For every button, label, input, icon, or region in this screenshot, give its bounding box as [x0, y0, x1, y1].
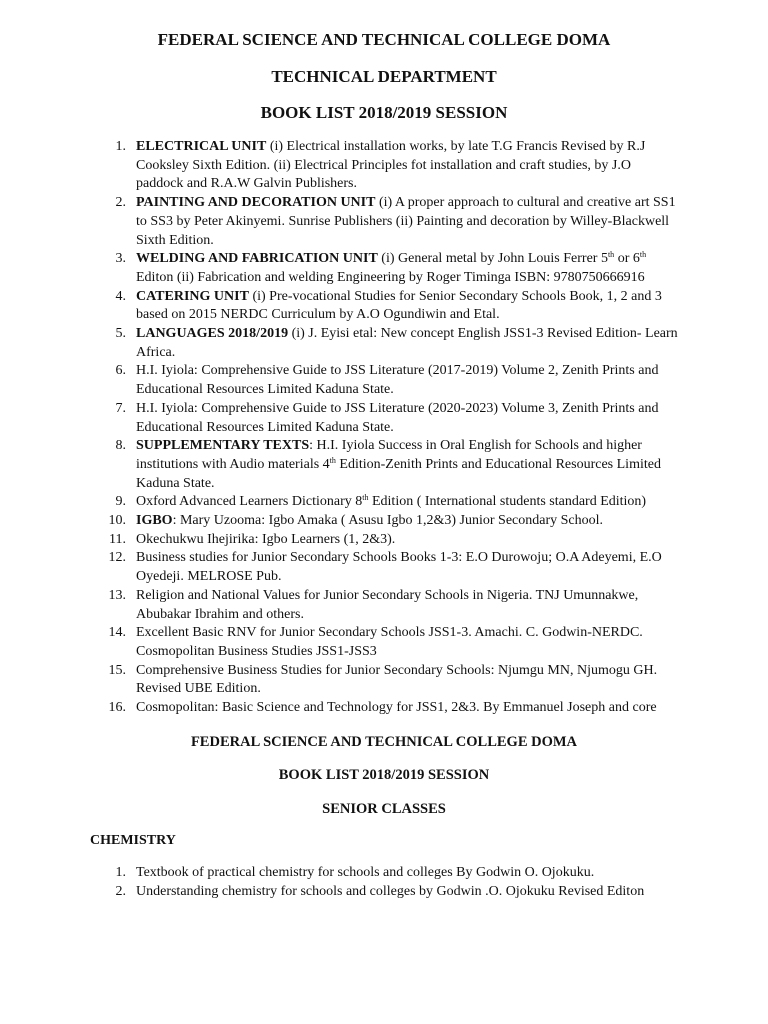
item-text: : Mary Uzooma: Igbo Amaka ( Asusu Igbo 1,2&3) Junior Secondary School.: [172, 513, 604, 529]
superscript: th: [362, 493, 369, 503]
unit-heading: LANGUAGES 2018/2019: [136, 326, 289, 342]
list-item: [100, 325, 680, 362]
item-text: Edition ( International students standard Edition): [368, 494, 647, 510]
list-item: [100, 531, 680, 550]
item-number: 2.: [115, 883, 126, 899]
item-text: Business studies for Junior Secondary Schools Books 1-3: E.O Durowoju; O.A Adeyemi, E.O Oyedeji. MELROSE Pub.: [136, 550, 662, 585]
list-item: [100, 883, 680, 902]
unit-heading: WELDING AND FABRICATION UNIT: [136, 251, 378, 267]
list-item: [100, 138, 680, 194]
list-item: [100, 624, 680, 661]
chemistry-book-list: [100, 864, 680, 901]
booklist-title: BOOK LIST 2018/2019 SESSION: [260, 103, 508, 122]
item-text: (i) General metal by John Louis Ferrer 5: [377, 251, 608, 267]
item-number: 12.: [108, 550, 126, 566]
item-text: H.I. Iyiola: Comprehensive Guide to JSS Literature (2020-2023) Volume 3, Zenith Prints and Educational Resources Limited Kaduna State.: [136, 400, 659, 435]
senior-college-title: FEDERAL SCIENCE AND TECHNICAL COLLEGE DOMA: [190, 734, 578, 750]
item-text: (i) J. Eyisi etal: New concept English JSS1-3 Revised Edition- Learn Africa.: [136, 326, 678, 360]
superscript: th: [607, 250, 615, 260]
item-text: H.I. Iyiola: Comprehensive Guide to JSS Literature (2017-2019) Volume 2, Zenith Prints and Educational Resources Limited Kaduna State.: [136, 363, 659, 398]
item-text: : H.I. Iyiola Success in Oral English for Schools and higher institutions with Audio materials 4: [136, 438, 642, 472]
unit-heading: ELECTRICAL UNIT: [136, 139, 267, 154]
item-number: 14.: [108, 625, 126, 641]
item-text: (i) Electrical installation works, by late T.G Francis Revised by R.J Cooksley Sixth Edition. (ii) Electrical Principles fot installation and craft studies, by J.O paddock and R.A.W Galvin Publishers.: [136, 139, 646, 192]
unit-heading: IGBO: [136, 513, 173, 529]
item-number: 13.: [108, 587, 126, 603]
list-item: [100, 288, 680, 325]
item-number: 11.: [109, 531, 126, 547]
item-text: Comprehensive Business Studies for Junior Secondary Schools: Njumgu MN, Njumogu GH. Revised UBE Edition.: [136, 662, 658, 697]
item-number: 9.: [115, 494, 126, 510]
item-number: 1.: [115, 865, 126, 880]
item-text: or 6: [614, 251, 640, 267]
item-number: 15.: [108, 662, 126, 678]
item-text: Understanding chemistry for schools and colleges by Godwin .O. Ojokuku Revised Editon: [136, 883, 645, 899]
item-number: 10.: [108, 513, 126, 529]
item-number: 16.: [108, 700, 126, 716]
senior-booklist-title: BOOK LIST 2018/2019 SESSION: [278, 767, 490, 783]
list-item: [100, 362, 680, 399]
item-text: (i) Pre-vocational Studies for Senior Secondary Schools Book, 1, 2 and 3 based on 2015 NERDC Curriculum by A.O Ogundiwin and Etal.: [136, 288, 662, 323]
item-text: Religion and National Values for Junior Secondary Schools in Nigeria. TNJ Umunnakwe, Abubakar Ibrahim and others.: [136, 587, 639, 622]
item-text: Cosmopolitan: Basic Science and Technology for JSS1, 2&3. By Emmanuel Joseph and core: [136, 700, 657, 716]
department-title: TECHNICAL DEPARTMENT: [271, 67, 497, 86]
unit-heading: SUPPLEMENTARY TEXTS: [136, 438, 310, 454]
unit-heading: CATERING UNIT: [136, 288, 249, 304]
superscript: th: [639, 250, 647, 260]
list-item: [100, 587, 680, 624]
list-item: [100, 662, 680, 699]
item-text: Excellent Basic RNV for Junior Secondary Schools JSS1-3. Amachi. C. Godwin-NERDC. Cosmopolitan Business Studies JSS1-JSS3: [136, 625, 643, 659]
item-number: 2.: [115, 195, 126, 211]
item-number: 1.: [115, 139, 126, 154]
list-item: [100, 512, 680, 531]
list-item: [100, 493, 680, 512]
junior-book-list: [100, 138, 680, 718]
item-number: 3.: [115, 251, 126, 267]
item-number: 6.: [115, 363, 126, 379]
superscript: th: [329, 455, 336, 465]
item-number: 5.: [115, 326, 126, 342]
item-text: (i) A proper approach to cultural and creative art SS1 to SS3 by Peter Akinyemi. Sunrise Publishers (ii) Painting and decoration by Willey-Blackwell Sixth Edition.: [136, 195, 676, 248]
item-number: 8.: [115, 438, 126, 454]
chemistry-heading: CHEMISTRY: [90, 833, 176, 848]
list-item: [100, 549, 680, 586]
list-item: [100, 194, 680, 250]
list-item: [100, 400, 680, 437]
item-text: Textbook of practical chemistry for schools and colleges By Godwin O. Ojokuku.: [136, 865, 595, 880]
item-number: 4.: [115, 288, 126, 304]
item-text: Editon (ii) Fabrication and welding Engineering by Roger Timinga ISBN: 9780750666916: [136, 269, 645, 285]
senior-classes-title: SENIOR CLASSES: [322, 801, 446, 817]
list-item: [100, 699, 680, 718]
item-text: Edition-Zenith Prints and Educational Resources Limited Kaduna State.: [136, 456, 661, 491]
list-item: [100, 437, 680, 493]
list-item: [100, 250, 680, 287]
college-title: FEDERAL SCIENCE AND TECHNICAL COLLEGE DOMA: [157, 30, 611, 49]
item-number: 7.: [115, 400, 126, 416]
unit-heading: PAINTING AND DECORATION UNIT: [136, 195, 376, 211]
item-text: Oxford Advanced Learners Dictionary 8: [136, 494, 363, 510]
list-item: [100, 864, 680, 883]
item-text: Okechukwu Ihejirika: Igbo Learners (1, 2&3).: [136, 531, 396, 547]
